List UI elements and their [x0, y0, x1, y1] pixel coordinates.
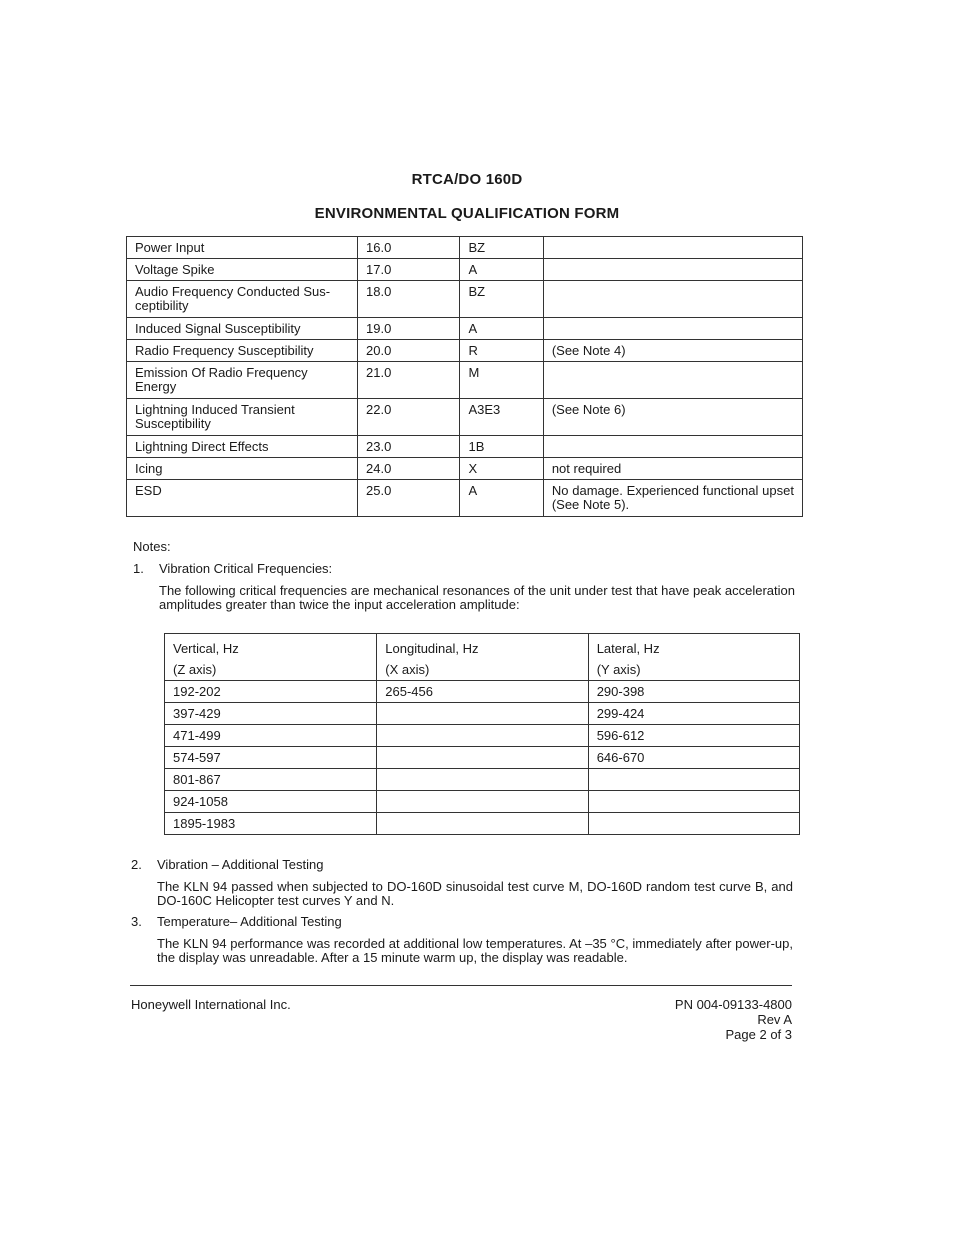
table-row [165, 813, 800, 835]
footer-divider [130, 985, 792, 986]
section-cell: 18.0 [358, 281, 460, 318]
qualification-table [126, 236, 803, 517]
condition-cell: Radio Frequency Susceptibility [127, 340, 358, 362]
remarks-cell [543, 281, 802, 318]
table-cell: 299-424 [588, 703, 799, 725]
section-cell: 17.0 [358, 259, 460, 281]
section-cell: 24.0 [358, 458, 460, 480]
table-row [127, 318, 803, 340]
notes-label: Notes: [133, 539, 171, 554]
table-cell: 596-612 [588, 725, 799, 747]
section-cell: 25.0 [358, 480, 460, 517]
category-cell: A [460, 480, 543, 517]
condition-cell: ESD [127, 480, 358, 517]
condition-cell: Emission Of Radio Frequency Energy [127, 362, 358, 399]
footer-part-number: PN 004-09133-4800 [674, 997, 792, 1012]
footer-company: Honeywell International Inc. [131, 997, 291, 1012]
column-header-longitudinal: Longitudinal, Hz (X axis) [377, 634, 588, 681]
condition-cell: Lightning Direct Effects [127, 436, 358, 458]
note-text: The KLN 94 performance was recorded at additional low temperatures. At –35 °C, immediately after power-up, the display was unreadable. After a 15 minute warm up, the display was readable. [157, 936, 793, 965]
table-cell: 924-1058 [165, 791, 377, 813]
table-cell: 265-456 [377, 681, 588, 703]
column-header-vertical: Vertical, Hz (Z axis) [165, 634, 377, 681]
section-cell: 22.0 [358, 399, 460, 436]
document-title: RTCA/DO 160D [411, 171, 523, 188]
footer-page-number: Page 2 of 3 [725, 1027, 792, 1042]
note-number: 2. [131, 857, 142, 872]
table-row [127, 362, 803, 399]
remarks-cell [543, 237, 802, 259]
table-cell [377, 703, 588, 725]
table-cell [377, 813, 588, 835]
footer-revision: Rev A [757, 1012, 792, 1027]
table-row [127, 436, 803, 458]
category-cell: A [460, 318, 543, 340]
remarks-cell [543, 259, 802, 281]
condition-cell: Voltage Spike [127, 259, 358, 281]
note-number: 1. [133, 561, 144, 576]
category-cell: 1B [460, 436, 543, 458]
table-row [165, 747, 800, 769]
table-row [127, 237, 803, 259]
remarks-cell [543, 362, 802, 399]
remarks-cell: (See Note 4) [543, 340, 802, 362]
note-heading: Vibration – Additional Testing [157, 857, 324, 872]
category-cell: R [460, 340, 543, 362]
table-row [127, 458, 803, 480]
table-cell: 1895-1983 [165, 813, 377, 835]
table-row [127, 281, 803, 318]
table-cell [377, 747, 588, 769]
table-row [165, 725, 800, 747]
section-cell: 19.0 [358, 318, 460, 340]
note-heading: Vibration Critical Frequencies: [159, 561, 333, 576]
table-row [127, 399, 803, 436]
table-cell: 192-202 [165, 681, 377, 703]
vibration-frequency-table [164, 633, 800, 835]
category-cell: A3E3 [460, 399, 543, 436]
table-row [165, 703, 800, 725]
condition-cell: Audio Frequency Conducted Sus-ceptibility [127, 281, 358, 318]
category-cell: X [460, 458, 543, 480]
table-cell [377, 769, 588, 791]
category-cell: A [460, 259, 543, 281]
table-cell: 290-398 [588, 681, 799, 703]
condition-cell: Induced Signal Susceptibility [127, 318, 358, 340]
table-cell [588, 769, 799, 791]
remarks-cell: (See Note 6) [543, 399, 802, 436]
table-row [165, 769, 800, 791]
table-cell: 471-499 [165, 725, 377, 747]
note-text: The following critical frequencies are mechanical resonances of the unit under test that have peak acceleration amplitudes greater than twice the input acceleration amplitude: [159, 583, 795, 612]
table-row [127, 480, 803, 517]
section-cell: 23.0 [358, 436, 460, 458]
condition-cell: Icing [127, 458, 358, 480]
form-title: ENVIRONMENTAL QUALIFICATION FORM [314, 205, 620, 222]
table-cell: 574-597 [165, 747, 377, 769]
note-heading: Temperature– Additional Testing [157, 914, 342, 929]
note-number: 3. [131, 914, 142, 929]
table-row [127, 259, 803, 281]
footer-document-info [675, 997, 792, 1042]
category-cell: BZ [460, 281, 543, 318]
table-cell [377, 791, 588, 813]
category-cell: M [460, 362, 543, 399]
table-cell: 646-670 [588, 747, 799, 769]
remarks-cell [543, 436, 802, 458]
condition-cell: Power Input [127, 237, 358, 259]
table-cell [588, 791, 799, 813]
table-cell: 397-429 [165, 703, 377, 725]
table-header-row [165, 634, 800, 681]
category-cell: BZ [460, 237, 543, 259]
note-text: The KLN 94 passed when subjected to DO-160D sinusoidal test curve M, DO-160D random test curve B, and DO-160C Helicopter test curves Y and N. [157, 879, 793, 908]
table-cell [588, 813, 799, 835]
column-header-lateral: Lateral, Hz (Y axis) [588, 634, 799, 681]
remarks-cell: not required [543, 458, 802, 480]
remarks-cell [543, 318, 802, 340]
table-cell: 801-867 [165, 769, 377, 791]
table-row [127, 340, 803, 362]
remarks-cell: No damage. Experienced functional upset (See Note 5). [543, 480, 802, 517]
table-cell [377, 725, 588, 747]
table-row [165, 681, 800, 703]
section-cell: 20.0 [358, 340, 460, 362]
condition-cell: Lightning Induced Transient Susceptibility [127, 399, 358, 436]
section-cell: 16.0 [358, 237, 460, 259]
section-cell: 21.0 [358, 362, 460, 399]
table-row [165, 791, 800, 813]
